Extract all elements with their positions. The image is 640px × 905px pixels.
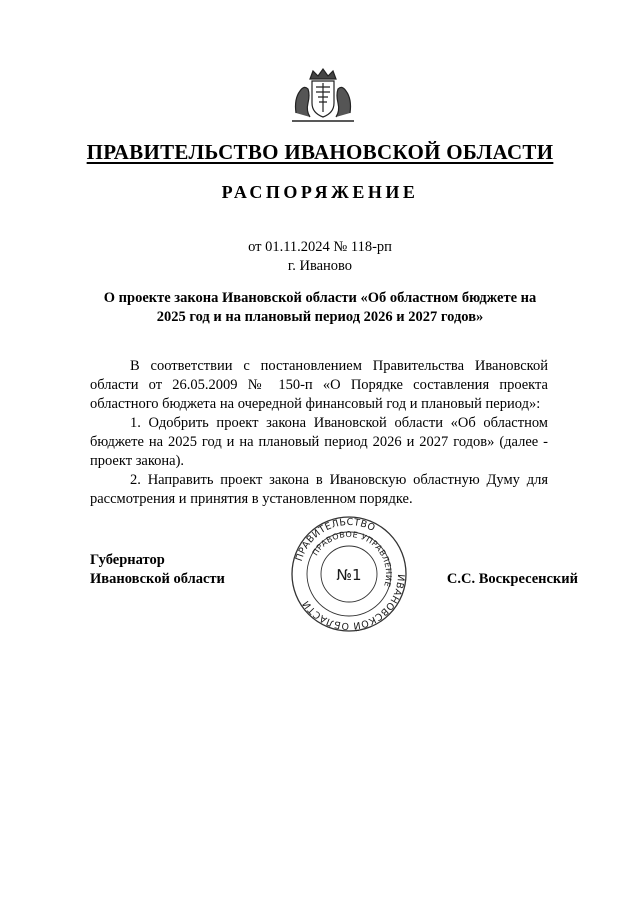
signatory-position-line: Ивановской области	[90, 571, 225, 587]
stamp-inner-text: ПРАВОВОЕ УПРАВЛЕНИЕ	[310, 529, 394, 589]
government-title: ПРАВИТЕЛЬСТВО ИВАНОВСКОЙ ОБЛАСТИ	[86, 140, 554, 164]
document-city: г. Иваново	[287, 258, 353, 274]
body-paragraph: В соответствии с постановлением Правительства Ивановской области от 26.05.2009 № 150-п «О Порядке составления проекта областного бюджета на очередной финансовый год и плановый период»:	[90, 358, 548, 412]
stamp-outer-text: ИВАНОВСКОЙ ОБЛАСТИ	[300, 573, 407, 632]
stamp-ring-text: ПРАВИТЕЛЬСТВО	[293, 516, 377, 563]
body-paragraph: 2. Направить проект закона в Ивановскую областную Думу для рассмотрения и принятия в установленном порядке.	[90, 472, 548, 507]
coat-of-arms-icon	[288, 65, 358, 125]
official-stamp-icon	[290, 515, 408, 633]
signatory-position	[90, 551, 225, 589]
document-body	[90, 357, 548, 509]
signatory-name: С.С. Воскресенский	[446, 571, 578, 587]
document-date-number: от 01.11.2024 № 118-рп	[248, 239, 392, 255]
stamp-number: №1	[336, 566, 362, 584]
body-paragraph: 1. Одобрить проект закона Ивановской области «Об областном бюджете на 2025 год и на плановый период 2026 и 2027 годов» (далее - проект закона).	[90, 415, 548, 469]
document-subject: О проекте закона Ивановской области «Об областном бюджете на 2025 год и на плановый период 2026 и 2027 годов»	[103, 290, 537, 325]
document-type: РАСПОРЯЖЕНИЕ	[221, 182, 419, 202]
signatory-position-line: Губернатор	[90, 552, 165, 568]
